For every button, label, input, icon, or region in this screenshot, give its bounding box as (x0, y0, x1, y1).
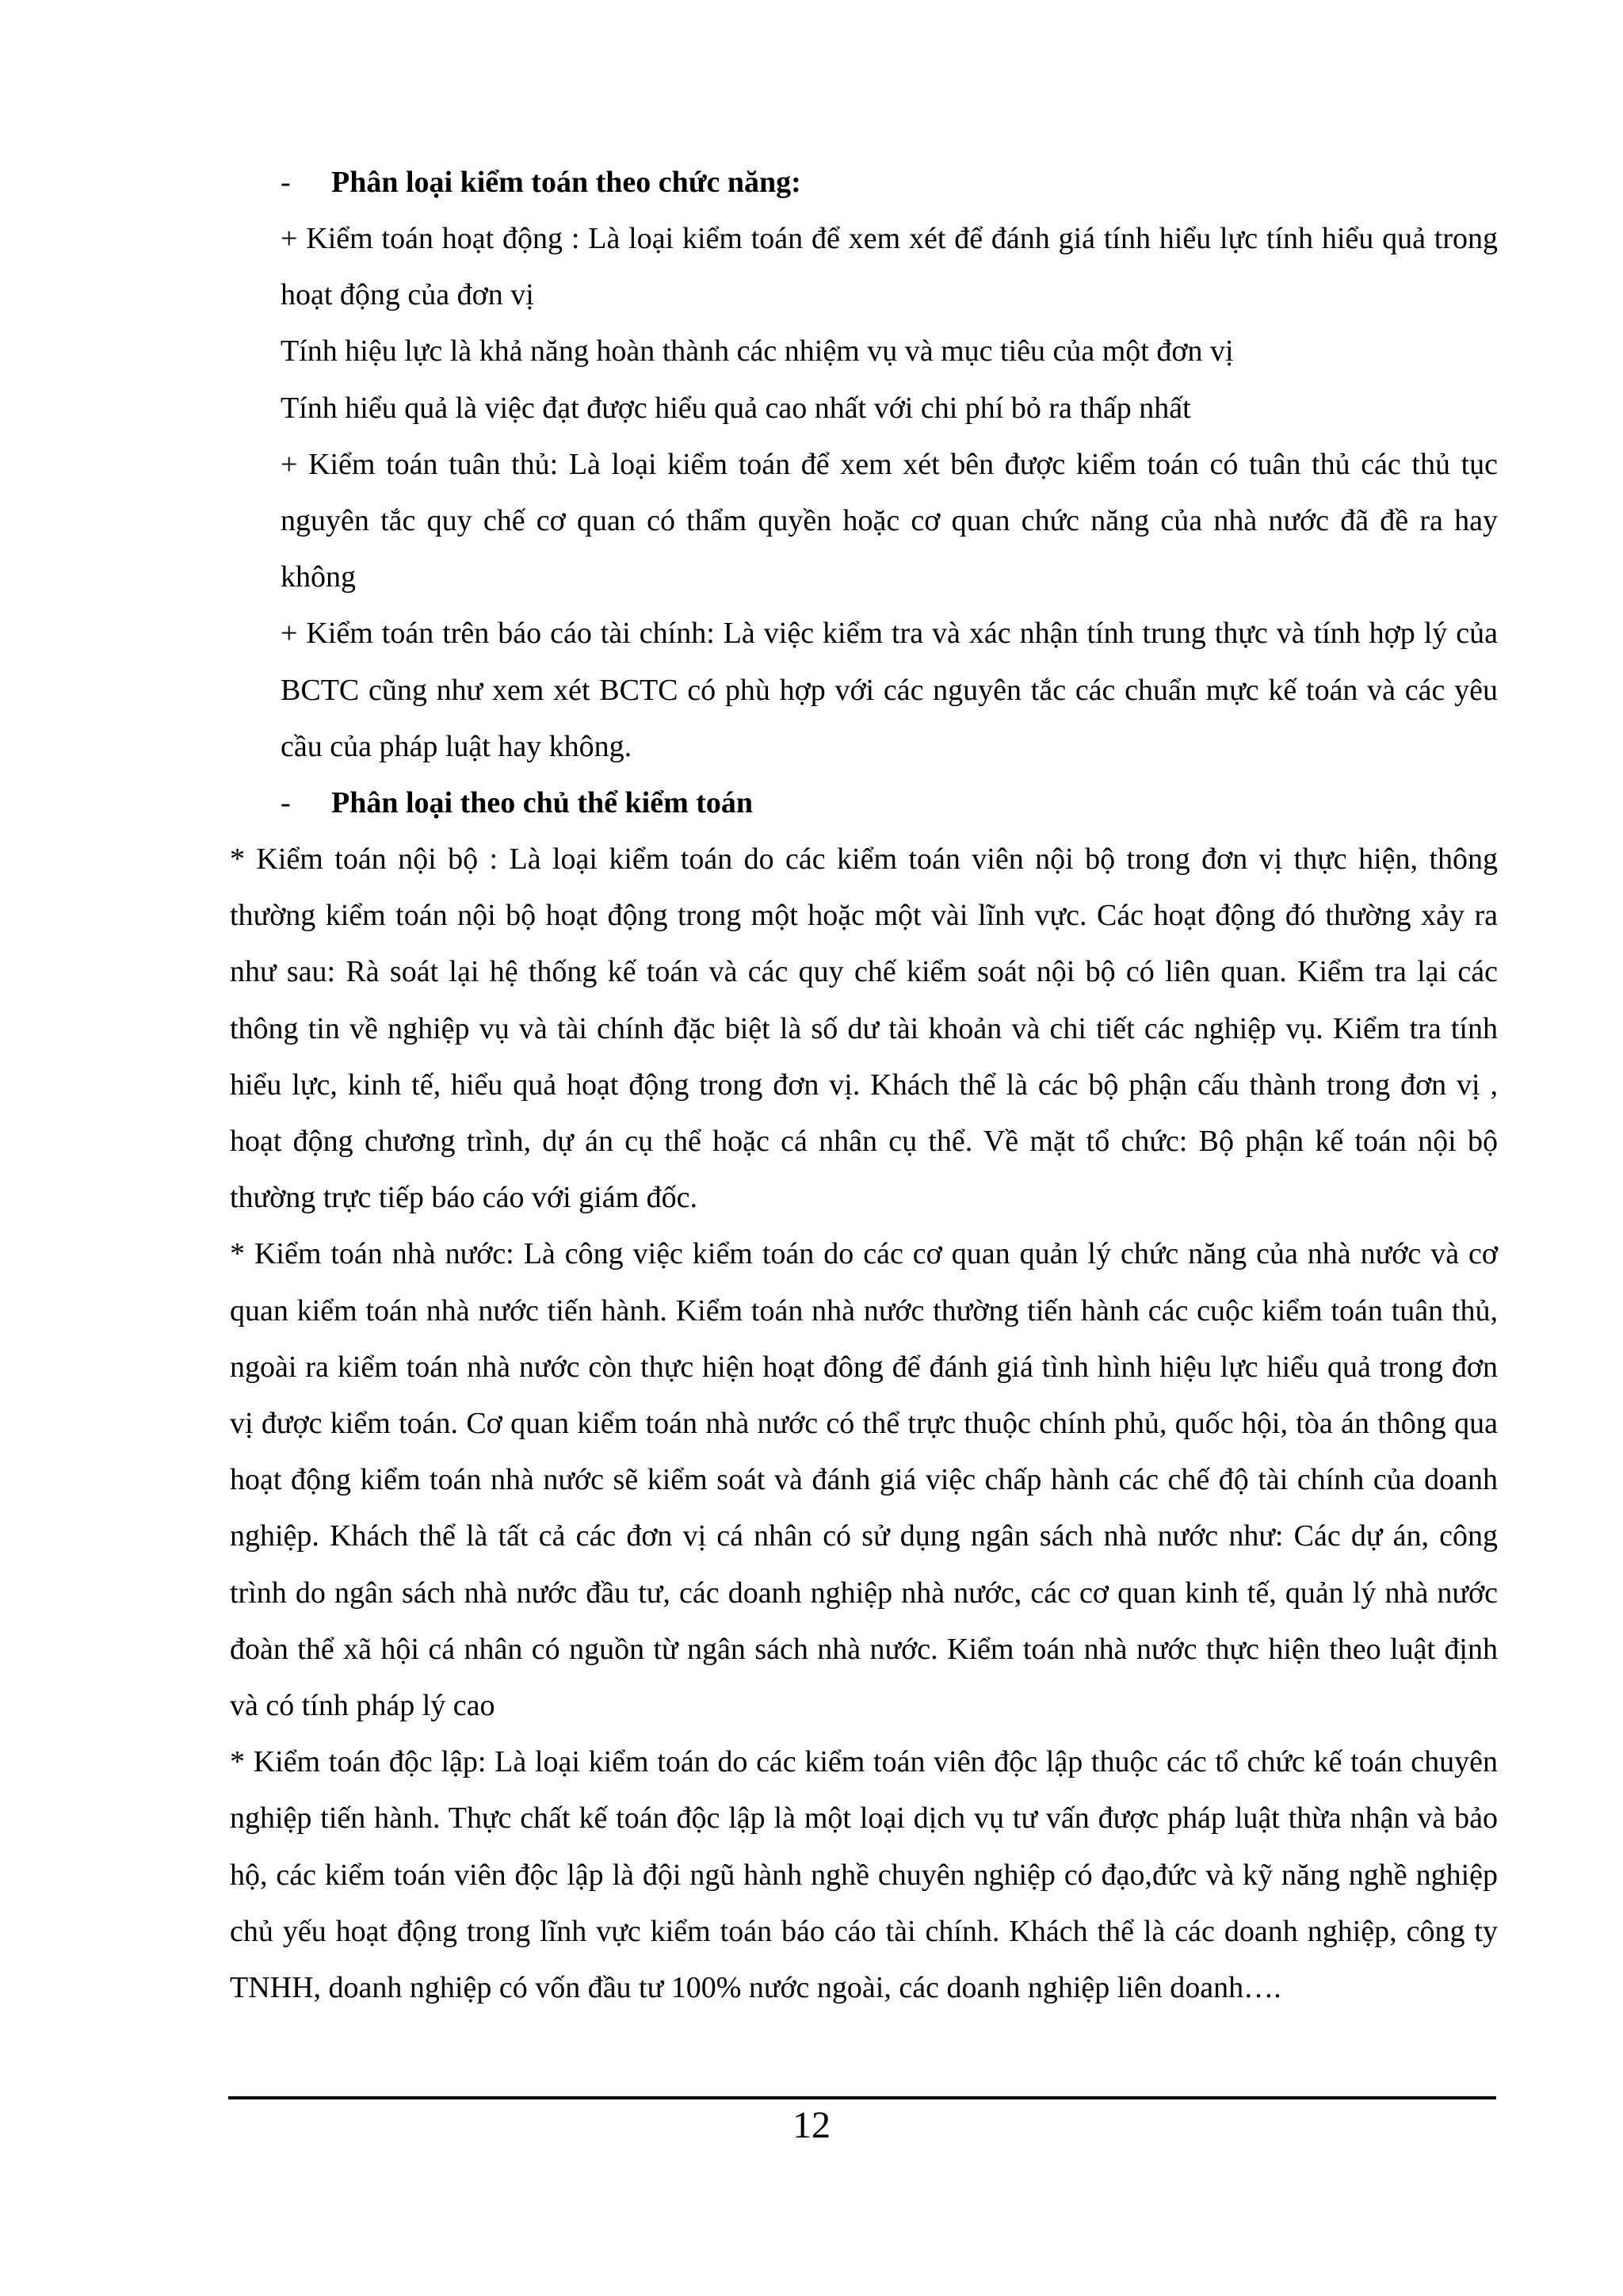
paragraph-internal-audit: * Kiểm toán nội bộ : Là loại kiểm toán do các kiểm toán viên nội bộ trong đơn vị thực hiện, thông thường kiểm toán nội bộ hoạt động trong một hoặc một vài lĩnh vực. Các hoạt động đó thường xảy ra như sau: Rà soát lại hệ thống kế toán và các quy chế kiểm soát nội bộ có liên quan. Kiểm tra lại các thông tin về nghiệp vụ và tài chính đặc biệt là số dư tài khoản và chi tiết các nghiệp vụ. Kiểm tra tính hiểu lực, kinh tế, hiểu quả hoạt động trong đơn vị. Khách thể là các bộ phận cấu thành trong đơn vị , hoạt động chương trình, dự án cụ thể hoặc cá nhân cụ thể. Về mặt tổ chức: Bộ phận kế toán nội bộ thường trực tiếp báo cáo với giám đốc. (230, 842, 1498, 1215)
footer-divider (228, 2096, 1496, 2099)
paragraph-independent-audit: * Kiểm toán độc lập: Là loại kiểm toán do các kiểm toán viên độc lập thuộc các tổ chức kế toán chuyên nghiệp tiến hành. Thực chất kế toán độc lập là một loại dịch vụ tư vấn được pháp luật thừa nhận và bảo hộ, các kiểm toán viên độc lập là đội ngũ hành nghề chuyên nghiệp có đạo,đức và kỹ năng nghề nghiệp chủ yếu hoạt động trong lĩnh vực kiểm toán báo cáo tài chính. Khách thể là các doanh nghiệp, công ty TNHH, doanh nghiệp có vốn đầu tư 100% nước ngoài, các doanh nghiệp liên doanh…. (230, 1745, 1498, 2005)
section-heading-by-function (230, 155, 1498, 211)
paragraph-operational-audit: + Kiểm toán hoạt động : Là loại kiểm toán để xem xét để đánh giá tính hiểu lực tính hiểu quả trong hoạt động của đơn vị (281, 222, 1498, 312)
heading-text: Phân loại theo chủ thể kiểm toán (331, 786, 754, 820)
paragraph-state-audit: * Kiểm toán nhà nước: Là công việc kiểm toán do các cơ quan quản lý chức năng của nhà nước và cơ quan kiểm toán nhà nước tiến hành. Kiểm toán nhà nước thường tiến hành các cuộc kiểm toán tuân thủ, ngoài ra kiểm toán nhà nước còn thực hiện hoạt đông để đánh giá tình hình hiệu lực hiểu quả trong đơn vị được kiểm toán. Cơ quan kiểm toán nhà nước có thể trực thuộc chính phủ, quốc hội, tòa án thông qua hoạt động kiểm toán nhà nước sẽ kiểm soát và đánh giá việc chấp hành các chế độ tài chính của doanh nghiệp. Khách thể là tất cả các đơn vị cá nhân có sử dụng ngân sách nhà nước như: Các dự án, công trình do ngân sách nhà nước đầu tư, các doanh nghiệp nhà nước, các cơ quan kinh tế, quản lý nhà nước đoàn thể xã hội cá nhân có nguồn từ ngân sách nhà nước. Kiểm toán nhà nước thực hiện theo luật định và có tính pháp lý cao (230, 1237, 1498, 1723)
paragraph-efficiency-definition: Tính hiểu quả là việc đạt được hiểu quả cao nhất với chi phí bỏ ra thấp nhất (281, 391, 1191, 425)
section-heading-by-auditor (230, 775, 1498, 831)
heading-dash: - (281, 786, 291, 820)
heading-dash: - (281, 166, 291, 199)
page-number: 12 (792, 2104, 831, 2146)
paragraph-financial-statement-audit: + Kiểm toán trên báo cáo tài chính: Là việc kiểm tra và xác nhận tính trung thực và tính hợp lý của BCTC cũng như xem xét BCTC có phù hợp với các nguyên tắc các chuẩn mực kế toán và các yêu cầu của pháp luật hay không. (281, 617, 1498, 763)
heading-text: Phân loại kiểm toán theo chức năng: (331, 166, 801, 199)
page-content (230, 155, 1498, 2016)
paragraph-compliance-audit: + Kiểm toán tuân thủ: Là loại kiểm toán để xem xét bên được kiểm toán có tuân thủ các thủ tục nguyên tắc quy chế cơ quan có thẩm quyền hoặc cơ quan chức năng của nhà nước đã đề ra hay không (281, 447, 1498, 594)
paragraph-effectiveness-definition: Tính hiệu lực là khả năng hoàn thành các nhiệm vụ và mục tiêu của một đơn vị (281, 334, 1234, 369)
